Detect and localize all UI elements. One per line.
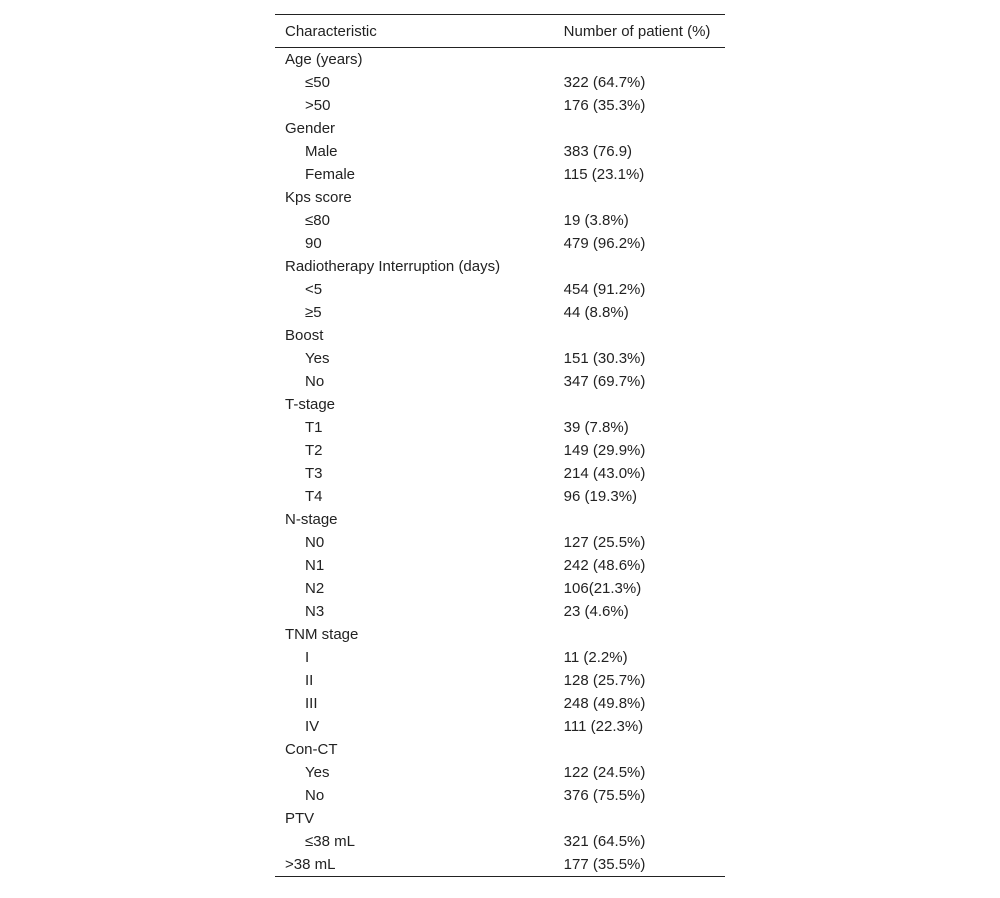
row-label: Boost xyxy=(285,327,324,344)
row-label: T2 xyxy=(305,442,323,459)
row-label: >50 xyxy=(305,97,331,114)
table-body xyxy=(275,48,725,877)
table-header xyxy=(275,15,725,48)
row-label: N-stage xyxy=(285,511,338,528)
table-row-subcategory xyxy=(275,347,725,370)
row-label: N3 xyxy=(305,603,325,620)
table-row-subcategory xyxy=(275,370,725,393)
row-value xyxy=(564,738,725,761)
row-value xyxy=(564,393,725,416)
row-label: N2 xyxy=(305,580,325,597)
table-header-row xyxy=(275,15,725,48)
row-label: Gender xyxy=(285,120,336,137)
row-label: ≤80 xyxy=(305,212,330,229)
row-label: N1 xyxy=(305,557,325,574)
table-row-subcategory xyxy=(275,439,725,462)
row-value xyxy=(564,807,725,830)
table-row-subcategory xyxy=(275,600,725,623)
row-label: Yes xyxy=(305,764,330,781)
row-value xyxy=(564,48,725,72)
table-row-subcategory xyxy=(275,278,725,301)
row-value: 454 (91.2%) xyxy=(563,281,646,298)
table-row-subcategory xyxy=(275,71,725,94)
row-label: Age (years) xyxy=(285,51,363,68)
row-label: Yes xyxy=(305,350,330,367)
table-row-subcategory xyxy=(275,554,725,577)
table-row-category xyxy=(275,807,725,830)
row-value xyxy=(564,117,725,140)
row-label: Kps score xyxy=(285,189,352,206)
table-row-category xyxy=(275,738,725,761)
row-label: PTV xyxy=(285,810,315,827)
row-value: 122 (24.5%) xyxy=(563,764,646,781)
row-value: 376 (75.5%) xyxy=(563,787,646,804)
row-label: T1 xyxy=(305,419,323,436)
row-label: Male xyxy=(305,143,338,160)
patient-characteristics-table xyxy=(275,14,725,877)
table-row-category xyxy=(275,393,725,416)
row-value: 128 (25.7%) xyxy=(563,672,646,689)
table-row-category xyxy=(275,255,725,278)
table-row-subcategory xyxy=(275,416,725,439)
row-value: 44 (8.8%) xyxy=(563,304,629,321)
row-label: III xyxy=(305,695,318,712)
row-value: 248 (49.8%) xyxy=(563,695,646,712)
table-row-subcategory xyxy=(275,669,725,692)
row-label: Con-CT xyxy=(285,741,338,758)
row-value xyxy=(564,186,725,209)
row-label: >38 mL xyxy=(275,853,564,877)
row-value: 115 (23.1%) xyxy=(563,166,645,183)
table-row-subcategory xyxy=(275,784,725,807)
row-value xyxy=(564,623,725,646)
table-row-subcategory xyxy=(275,462,725,485)
row-value: 11 (2.2%) xyxy=(563,649,628,666)
row-value xyxy=(564,508,725,531)
table-row-subcategory xyxy=(275,577,725,600)
row-value: 347 (69.7%) xyxy=(563,373,646,390)
table-row-subcategory xyxy=(275,646,725,669)
row-label: No xyxy=(305,787,325,804)
row-label: II xyxy=(305,672,314,689)
row-value: 39 (7.8%) xyxy=(563,419,629,436)
row-value: 321 (64.5%) xyxy=(563,833,646,850)
header-characteristic: Characteristic xyxy=(275,15,564,48)
row-value: 242 (48.6%) xyxy=(563,557,646,574)
table-row-subcategory xyxy=(275,163,725,186)
row-value: 106(21.3%) xyxy=(563,580,642,597)
row-value: 127 (25.5%) xyxy=(563,534,646,551)
row-value: 19 (3.8%) xyxy=(563,212,629,229)
table-row-subcategory xyxy=(275,761,725,784)
row-label: ≤38 mL xyxy=(305,833,355,850)
row-value xyxy=(564,324,725,347)
row-label: ≥5 xyxy=(305,304,322,321)
row-label: IV xyxy=(305,718,320,735)
row-label: T-stage xyxy=(285,396,336,413)
row-label: No xyxy=(305,373,325,390)
row-label: I xyxy=(305,649,310,666)
patient-characteristics-table-container xyxy=(275,14,725,877)
table-row-subcategory xyxy=(275,692,725,715)
row-value: 23 (4.6%) xyxy=(563,603,629,620)
table-row-subcategory xyxy=(275,715,725,738)
row-label: ≤50 xyxy=(305,74,330,91)
table-row-subcategory xyxy=(275,531,725,554)
table-row-subcategory xyxy=(275,209,725,232)
row-label: TNM stage xyxy=(285,626,359,643)
table-row-category xyxy=(275,324,725,347)
row-value: 151 (30.3%) xyxy=(563,350,646,367)
row-value: 96 (19.3%) xyxy=(563,488,638,505)
table-row-category xyxy=(275,117,725,140)
table-row-subcategory xyxy=(275,140,725,163)
table-row-subcategory xyxy=(275,485,725,508)
row-label: N0 xyxy=(305,534,325,551)
row-label: <5 xyxy=(305,281,323,298)
row-label: T4 xyxy=(305,488,323,505)
table-row-subcategory xyxy=(275,232,725,255)
row-value: 111 (22.3%) xyxy=(563,718,644,735)
table-row-category xyxy=(275,48,725,72)
row-label: Female xyxy=(305,166,356,183)
row-label: T3 xyxy=(305,465,323,482)
table-row-subcategory xyxy=(275,830,725,853)
row-value: 322 (64.7%) xyxy=(563,74,646,91)
row-value: 479 (96.2%) xyxy=(563,235,646,252)
table-row-subcategory xyxy=(275,301,725,324)
row-label: 90 xyxy=(305,235,322,252)
row-value: 177 (35.5%) xyxy=(564,853,725,877)
row-value: 214 (43.0%) xyxy=(563,465,646,482)
row-value: 176 (35.3%) xyxy=(563,97,646,114)
table-row-category xyxy=(275,508,725,531)
table-row-subcategory xyxy=(275,94,725,117)
table-row-category xyxy=(275,186,725,209)
row-value: 149 (29.9%) xyxy=(563,442,646,459)
row-value xyxy=(564,255,725,278)
header-number-of-patient: Number of patient (%) xyxy=(564,15,725,48)
table-row-category xyxy=(275,623,725,646)
table-row-category xyxy=(275,853,725,877)
row-label: Radiotherapy Interruption (days) xyxy=(285,258,501,275)
row-value: 383 (76.9) xyxy=(563,143,633,160)
